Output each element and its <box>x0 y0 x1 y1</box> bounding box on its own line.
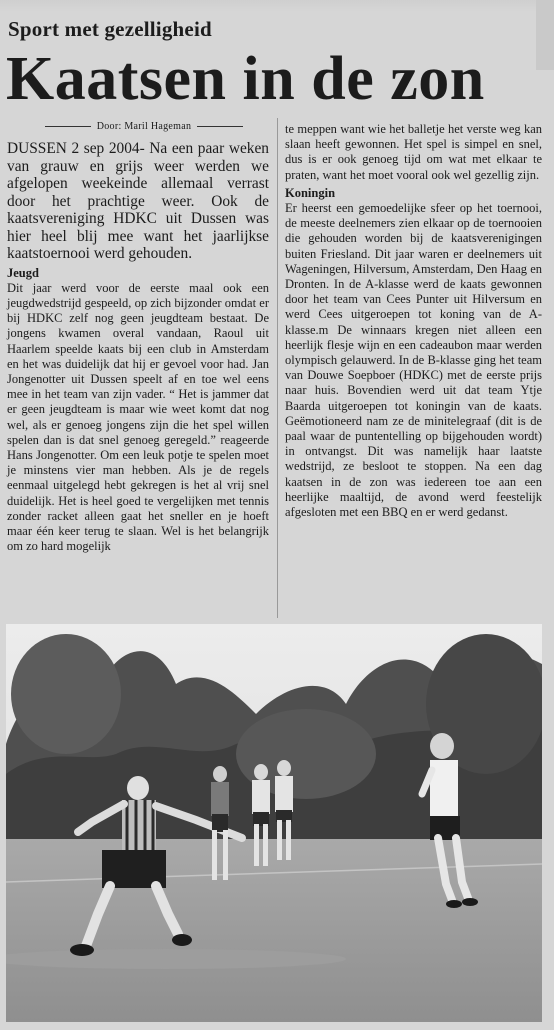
column-right <box>285 122 542 520</box>
byline: Door: Maril Hageman <box>16 121 272 132</box>
kicker: Sport met gezelligheid <box>8 17 212 41</box>
body-paragraph-2: Er heerst een gemoedelijke sfeer op het toernooi, de meeste deelnemers zien elkaar op de toernooien die gehouden worden bij de kaatsverenigingen buiten Friesland. Dit jaar waren er deelnemers uit Wageningen, Hilversum, Amsterdam, Den Haag en Dronten. In de A-klasse werd de kaats gewonnen door het team van Cees Punter uit Hilversum en werd Cees uitgeroepen tot koning van de A-klasse.m De winnaars kregen niet alleen een heerlijk flesje wijn en een cadeaubon maar werden olympisch gelauwerd. In de B-klasse ging het team van Douwe Soepboer (HDKC) met de eerste prijs naar huis. Bovendien werd uit dat team Ytje Baarda uitgeroepen tot koningin van de kaats. Geëmotioneerd nam ze de minitelegraaf (dit is de paal waar de puntentelling op bijgehouden wordt) in ontvangst. Dit was namelijk haar laatste wedstrijd, ze besloot te stoppen. Na een dag kaatsen in de zon was iedereen toe aan een heerlijke maaltijd, de avond werd feestelijk afgesloten met een BBQ en er werd gedanst. <box>285 201 542 520</box>
previous-article-fragment <box>0 0 554 12</box>
column-divider <box>277 118 278 618</box>
body-paragraph-continued: te meppen want wie het balletje het verste weg kan slaan heeft gewonnen. Het spel is simpel en snel, dus is er ook genoeg tijd om wat met elkaar te praten, want het moet vooral ook wel gezellig zijn. <box>285 122 542 182</box>
body-paragraph: Dit jaar werd voor de eerste maal ook een jeugdwedstrijd gespeeld, op zich bijzonder omdat er bij HDKC zelf nog geen jeugdteam bestaat. De jongens kwamen overal vandaan, Raoul uit Haarlem speelde kaats bij een club in Amsterdam en het was duidelijk dat hij er gevoel voor had. Jan Jongenotter uit Dussen speelt af en toe wel eens mee in het team van zijn vader. “ Het is jammer dat er geen jeugdteam is maar wie weet komt dat nog wel, als er genoeg jongens zijn die het spel willen spelen dan is dat snel genoeg geregeld.” reageerde Hans Jongenotter. Om een leuk potje te spelen moet je minstens vier man hebben. Als je de regels eenmaal uitgelegd hebt gekregen is het al vrij snel duidelijk. Het is heel goed te vergelijken met tennis zonder racket alleen gaat het sneller en je hoeft maar één keer terug te slaan. Wel is het belangrijk om zo hard mogelijk <box>7 280 269 554</box>
column-left <box>7 140 269 554</box>
headline: Kaatsen in de zon <box>6 45 485 113</box>
subhead-koningin: Koningin <box>285 185 336 200</box>
adjacent-column-edge <box>536 0 554 70</box>
subhead-jeugd: Jeugd <box>7 265 39 280</box>
lead-paragraph: DUSSEN 2 sep 2004- Na een paar weken van grauw en grijs weer werden we afgelopen weekeinde allemaal verrast door het prachtige weer. Ook de kaatsvereniging HDKC uit Dussen was hier heel blij mee want het jaarlijkse kaatstoernooi werd gehouden. <box>7 140 269 262</box>
kaatsen-photo <box>6 624 542 1022</box>
